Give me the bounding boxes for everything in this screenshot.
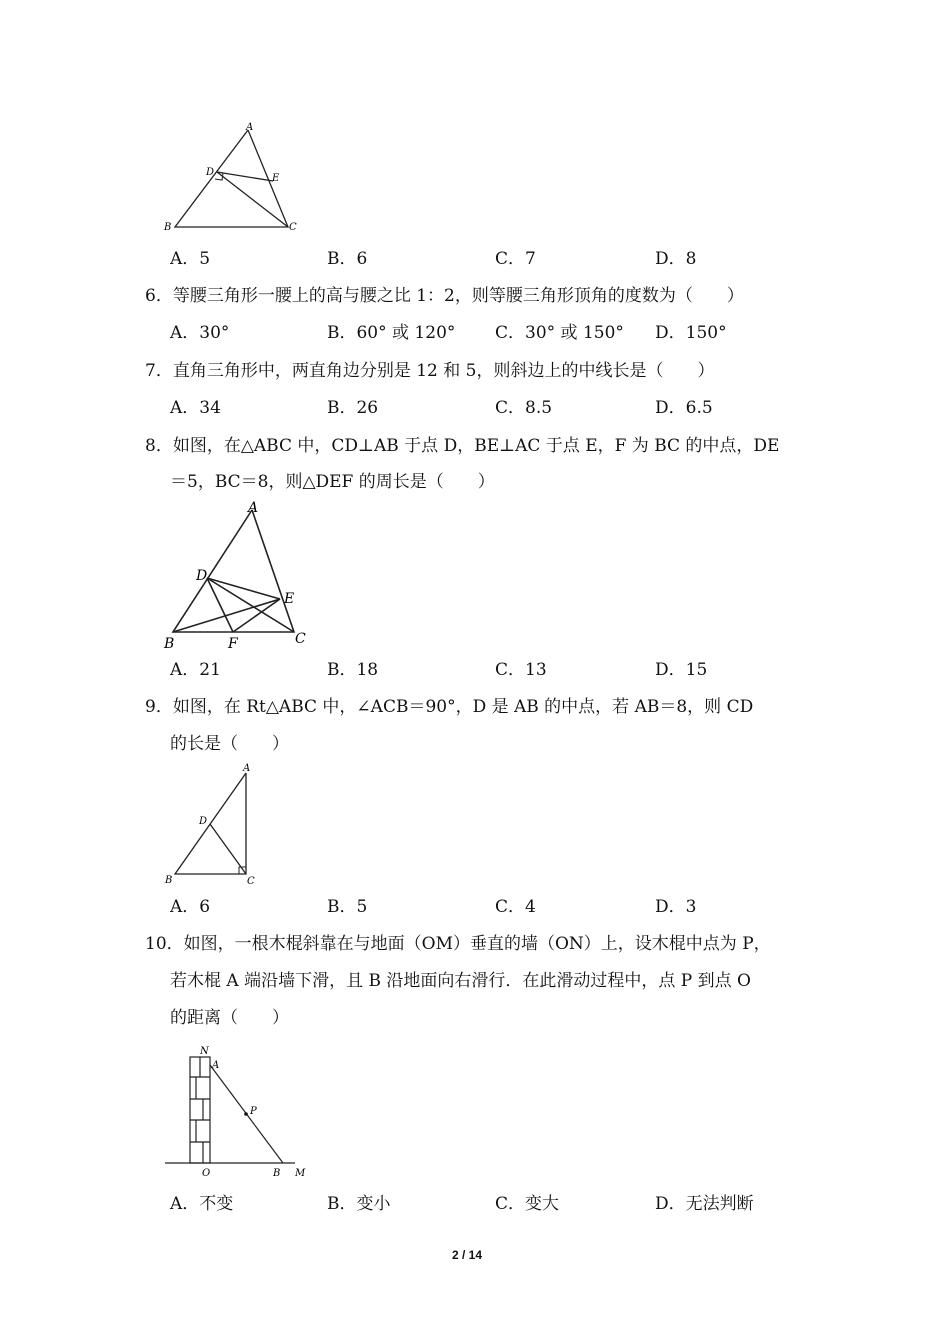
q5-option-a: A．5: [170, 249, 211, 269]
q8-option-a: A．21: [170, 660, 221, 680]
q6-option-c: C．30° 或 150°: [495, 323, 624, 343]
q8-question-line1: 8．如图，在△ABC 中，CD⊥AB 于点 D，BE⊥AC 于点 E，F 为 BC 的中点，DE: [145, 436, 780, 456]
q8-label-b: B: [164, 636, 175, 652]
q8-option-d: D．15: [655, 660, 708, 680]
q6-option-b: B．60° 或 120°: [327, 323, 456, 343]
q10-option-b: B．变小: [327, 1194, 391, 1214]
q5-label-a: A: [246, 122, 254, 133]
q8-figure: [160, 498, 320, 653]
q8-label-f: F: [228, 636, 238, 652]
q5-label-b: B: [164, 222, 172, 233]
q5-label-d: D: [206, 167, 215, 178]
q8-label-d: D: [196, 568, 208, 584]
q9-label-d: D: [199, 816, 208, 827]
q6-option-d: D．150°: [655, 323, 727, 343]
q10-label-m: M: [295, 1168, 306, 1179]
q5-option-b: B．6: [327, 249, 368, 269]
q9-label-c: C: [247, 876, 255, 887]
q7-option-a: A．34: [170, 398, 221, 418]
q10-label-o: O: [202, 1168, 211, 1179]
q9-question-line1: 9．如图，在 Rt△ABC 中，∠ACB＝90°，D 是 AB 的中点，若 AB＝8，则 CD: [145, 697, 754, 717]
q10-figure: [160, 1043, 320, 1181]
q10-label-b: B: [273, 1168, 281, 1179]
q7-option-c: C．8.5: [495, 398, 553, 418]
q9-option-d: D．3: [655, 897, 697, 917]
q5-label-c: C: [289, 222, 297, 233]
q9-option-c: C．4: [495, 897, 536, 917]
q5-label-e: E: [272, 173, 280, 184]
q8-label-c: C: [295, 631, 306, 647]
q7-option-d: D．6.5: [655, 398, 713, 418]
q5-figure: [160, 120, 310, 235]
q8-label-a: A: [248, 500, 259, 516]
q10-question-line2: 若木棍 A 端沿墙下滑，且 B 沿地面向右滑行．在此滑动过程中，点 P 到点 O: [170, 971, 751, 991]
q9-label-a: A: [243, 763, 251, 774]
q8-option-c: C．13: [495, 660, 547, 680]
q10-label-a: A: [212, 1060, 220, 1071]
q10-label-n: N: [200, 1046, 209, 1057]
q10-question-line3: 的距离（ ）: [170, 1008, 289, 1028]
q10-point-p: [244, 1112, 248, 1116]
q10-option-a: A．不变: [170, 1194, 234, 1214]
q6-option-a: A．30°: [170, 323, 230, 343]
q9-label-b: B: [165, 875, 173, 886]
q9-option-b: B．5: [327, 897, 368, 917]
q7-question: 7．直角三角形中，两直角边分别是 12 和 5，则斜边上的中线长是（ ）: [145, 361, 715, 381]
q6-question: 6．等腰三角形一腰上的高与腰之比 1：2，则等腰三角形顶角的度数为（ ）: [145, 286, 744, 306]
q8-question-line2: ＝5，BC＝8，则△DEF 的周长是（ ）: [170, 472, 495, 492]
q5-option-c: C．7: [495, 249, 536, 269]
q9-option-a: A．6: [170, 897, 211, 917]
q10-label-p: P: [250, 1106, 257, 1117]
q9-figure: [160, 760, 270, 890]
page-number: 2 / 14: [452, 1248, 483, 1262]
q9-question-line2: 的长是（ ）: [170, 734, 289, 754]
q10-option-c: C．变大: [495, 1194, 560, 1214]
q10-question-line1: 10．如图，一根木棍斜靠在与地面（OM）垂直的墙（ON）上，设木棍中点为 P，: [145, 934, 771, 954]
q8-option-b: B．18: [327, 660, 379, 680]
q10-option-d: D．无法判断: [655, 1194, 754, 1214]
q7-option-b: B．26: [327, 398, 379, 418]
q8-label-e: E: [284, 591, 295, 607]
q5-option-d: D．8: [655, 249, 697, 269]
